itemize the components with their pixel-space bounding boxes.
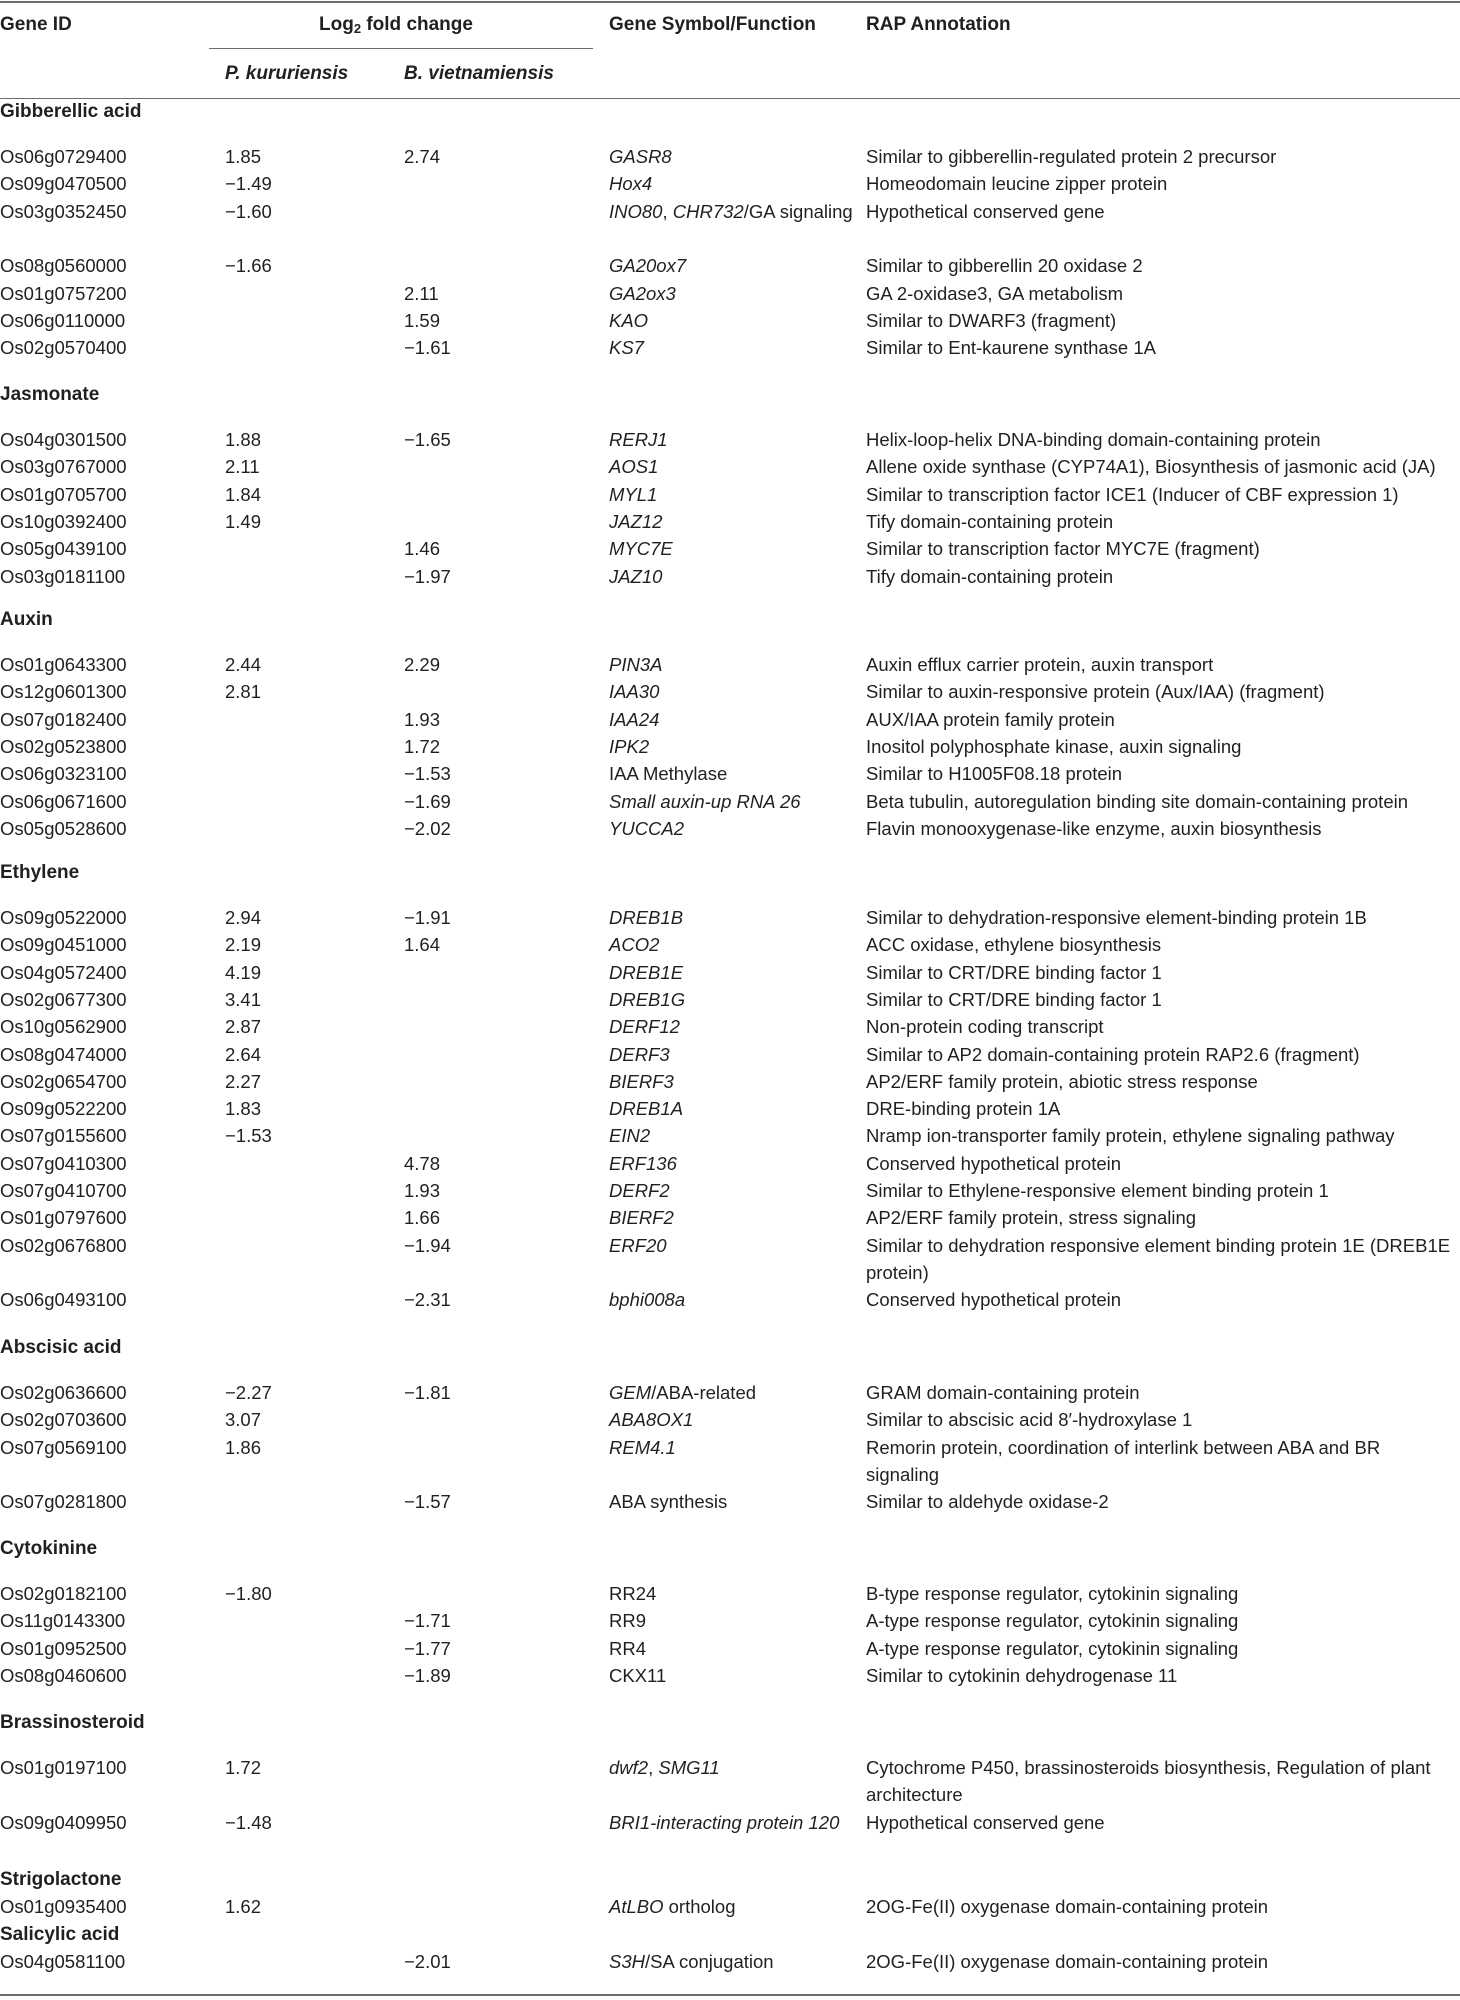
rap-annotation-cell: Helix-loop-helix DNA-binding domain-containing protein xyxy=(866,429,1321,450)
gene-symbol-cell xyxy=(609,1488,853,1515)
p-kururiensis-value: 2.27 xyxy=(225,1070,262,1092)
p-kururiensis-value: −1.49 xyxy=(225,173,272,195)
gene-symbol-part: RERJ1 xyxy=(609,429,668,450)
b-vietnamiensis-value: −2.02 xyxy=(404,817,451,839)
gene-symbol-cell xyxy=(609,1095,853,1122)
gene-symbol-cell xyxy=(609,651,853,678)
gene-symbol-part: EIN2 xyxy=(609,1125,651,1147)
p-kururiensis-value: 1.88 xyxy=(225,429,262,450)
rap-annotation-cell: 2OG-Fe(II) oxygenase domain-containing protein xyxy=(866,1951,1269,1972)
gene-id-cell: Os07g0155600 xyxy=(0,1125,127,1147)
category-heading: Strigolactone xyxy=(0,1869,122,1890)
category-heading: Salicylic acid xyxy=(0,1924,120,1945)
header-p-kururiensis: P. kururiensis xyxy=(225,63,349,84)
gene-symbol-part: ACO2 xyxy=(609,934,660,956)
rap-annotation-cell: Similar to auxin-responsive protein (Aux/IAA) (fragment) xyxy=(866,681,1325,703)
gene-symbol-cell xyxy=(609,815,853,842)
p-kururiensis-value: −1.80 xyxy=(225,1583,272,1604)
gene-id-cell: Os02g0703600 xyxy=(0,1409,127,1431)
p-kururiensis-value: 3.41 xyxy=(225,988,262,1010)
gene-symbol-part: IAA24 xyxy=(609,708,660,730)
category-heading: Ethylene xyxy=(0,862,80,883)
p-kururiensis-value: 2.19 xyxy=(225,934,262,956)
gene-symbol-part: DERF3 xyxy=(609,1043,670,1065)
gene-id-cell: Os07g0281800 xyxy=(0,1491,127,1513)
gene-symbol-cell xyxy=(609,1406,853,1433)
b-vietnamiensis-value: 2.74 xyxy=(404,146,441,167)
b-vietnamiensis-value: −1.81 xyxy=(404,1382,451,1403)
gene-symbol-part: /SA conjugation xyxy=(645,1951,774,1972)
gene-symbol-cell xyxy=(609,931,853,958)
gene-symbol-cell xyxy=(609,170,853,197)
rap-annotation-cell: Tify domain-containing protein xyxy=(866,510,1114,532)
gene-symbol-part: DREB1G xyxy=(609,988,686,1010)
gene-symbol-part: GEM xyxy=(609,1382,652,1403)
rap-annotation-cell: AP2/ERF family protein, abiotic stress response xyxy=(866,1070,1258,1092)
gene-symbol-cell xyxy=(609,986,853,1013)
gene-symbol-part: DREB1A xyxy=(609,1098,684,1120)
rap-annotation-cell: Tify domain-containing protein xyxy=(866,565,1114,587)
p-kururiensis-value: 2.87 xyxy=(225,1016,262,1038)
gene-id-cell: Os07g0410300 xyxy=(0,1152,127,1174)
b-vietnamiensis-value: −1.57 xyxy=(404,1491,451,1513)
gene-id-cell: Os09g0522000 xyxy=(0,907,127,928)
p-kururiensis-value: 1.85 xyxy=(225,146,262,167)
gene-id-cell: Os09g0451000 xyxy=(0,934,127,956)
gene-symbol-part: YUCCA2 xyxy=(609,817,685,839)
gene-symbol-part: IPK2 xyxy=(609,735,650,757)
gene-symbol-part: KAO xyxy=(609,309,649,331)
b-vietnamiensis-value: −1.89 xyxy=(404,1664,451,1686)
gene-id-cell: Os01g0757200 xyxy=(0,282,127,304)
gene-id-cell: Os02g0523800 xyxy=(0,735,127,757)
p-kururiensis-value: 2.94 xyxy=(225,907,262,928)
gene-symbol-cell xyxy=(609,733,853,760)
gene-symbol-cell xyxy=(609,1893,853,1920)
gene-id-cell: Os06g0110000 xyxy=(0,309,126,331)
gene-symbol-part: bphi008a xyxy=(609,1289,686,1311)
b-vietnamiensis-value: 4.78 xyxy=(404,1152,441,1174)
rap-annotation-cell: Remorin protein, coordination of interlink between ABA and BR signaling xyxy=(866,1436,1381,1485)
rap-annotation-cell: Similar to cytokinin dehydrogenase 11 xyxy=(866,1664,1178,1686)
gene-id-cell: Os08g0460600 xyxy=(0,1664,127,1686)
p-kururiensis-value: 2.81 xyxy=(225,681,262,703)
gene-symbol-part: JAZ12 xyxy=(609,510,663,532)
gene-id-cell: Os04g0581100 xyxy=(0,1951,126,1972)
b-vietnamiensis-value: −2.31 xyxy=(404,1289,451,1311)
gene-symbol-cell xyxy=(609,1635,853,1662)
gene-id-cell: Os04g0572400 xyxy=(0,961,127,983)
rap-annotation-cell: ACC oxidase, ethylene biosynthesis xyxy=(866,934,1162,956)
rap-annotation-cell: Hypothetical conserved gene xyxy=(866,200,1105,222)
gene-symbol-part: DERF12 xyxy=(609,1016,680,1038)
rap-annotation-cell: DRE-binding protein 1A xyxy=(866,1098,1061,1120)
p-kururiensis-value: −1.60 xyxy=(225,200,272,222)
b-vietnamiensis-value: −2.01 xyxy=(404,1951,451,1972)
category-heading: Brassinosteroid xyxy=(0,1712,145,1733)
gene-symbol-cell xyxy=(609,959,853,986)
gene-symbol-cell xyxy=(609,481,853,508)
header-mid-rule xyxy=(209,48,593,49)
rap-annotation-cell: Similar to transcription factor ICE1 (Inducer of CBF expression 1) xyxy=(866,483,1399,505)
gene-symbol-cell xyxy=(609,760,853,787)
header-bottom-rule xyxy=(0,98,1460,99)
gene-symbol-cell xyxy=(609,1434,853,1461)
gene-id-cell: Os01g0797600 xyxy=(0,1207,127,1229)
p-kururiensis-value: 4.19 xyxy=(225,961,262,983)
b-vietnamiensis-value: −1.77 xyxy=(404,1637,451,1659)
category-heading: Abscisic acid xyxy=(0,1337,122,1358)
b-vietnamiensis-value: 2.29 xyxy=(404,654,441,675)
p-kururiensis-value: −1.53 xyxy=(225,1125,272,1147)
gene-id-cell: Os04g0301500 xyxy=(0,429,127,450)
b-vietnamiensis-value: −1.65 xyxy=(404,429,451,450)
gene-id-cell: Os09g0522200 xyxy=(0,1098,127,1120)
gene-symbol-part: RR4 xyxy=(609,1637,647,1659)
rap-annotation-cell: Beta tubulin, autoregulation binding site domain-containing protein xyxy=(866,790,1409,812)
gene-symbol-part: RR24 xyxy=(609,1583,657,1604)
gene-id-cell: Os05g0528600 xyxy=(0,817,127,839)
p-kururiensis-value: 1.62 xyxy=(225,1896,262,1917)
gene-symbol-part: RR9 xyxy=(609,1610,647,1632)
b-vietnamiensis-value: −1.97 xyxy=(404,565,451,587)
rap-annotation-cell: Similar to DWARF3 (fragment) xyxy=(866,309,1117,331)
gene-id-cell: Os07g0182400 xyxy=(0,708,127,730)
rap-annotation-cell: Nramp ion-transporter family protein, ethylene signaling pathway xyxy=(866,1125,1395,1147)
gene-id-cell: Os05g0439100 xyxy=(0,538,127,560)
gene-symbol-part: BIERF2 xyxy=(609,1207,674,1229)
gene-symbol-part: /ABA-related xyxy=(651,1382,757,1403)
gene-symbol-cell xyxy=(609,1013,853,1040)
p-kururiensis-value: 2.64 xyxy=(225,1043,262,1065)
gene-symbol-part: MYL1 xyxy=(609,483,658,505)
gene-symbol-part: ERF136 xyxy=(609,1152,677,1174)
gene-id-cell: Os02g0182100 xyxy=(0,1583,127,1604)
gene-symbol-part: ABA synthesis xyxy=(609,1491,728,1513)
gene-symbol-cell xyxy=(609,788,853,815)
gene-symbol-cell xyxy=(609,1379,853,1406)
gene-symbol-part: DREB1E xyxy=(609,961,684,983)
gene-symbol-part: AOS1 xyxy=(609,456,659,478)
gene-symbol-cell xyxy=(609,1150,853,1177)
gene-symbol-part: IAA Methylase xyxy=(609,763,728,785)
b-vietnamiensis-value: 1.46 xyxy=(404,538,441,560)
rap-annotation-cell: AUX/IAA protein family protein xyxy=(866,708,1115,730)
rap-annotation-cell: Similar to CRT/DRE binding factor 1 xyxy=(866,988,1162,1010)
b-vietnamiensis-value: −1.94 xyxy=(404,1234,451,1256)
b-vietnamiensis-value: −1.91 xyxy=(404,907,451,928)
gene-id-cell: Os12g0601300 xyxy=(0,681,127,703)
rap-annotation-cell: GA 2-oxidase3, GA metabolism xyxy=(866,282,1124,304)
rap-annotation-cell: Auxin efflux carrier protein, auxin transport xyxy=(866,654,1214,675)
gene-id-cell: Os10g0562900 xyxy=(0,1016,127,1038)
gene-symbol-cell xyxy=(609,334,853,361)
gene-symbol-cell xyxy=(609,1068,853,1095)
rap-annotation-cell: Conserved hypothetical protein xyxy=(866,1152,1122,1174)
rap-annotation-cell: Similar to aldehyde oxidase-2 xyxy=(866,1491,1109,1513)
gene-symbol-part: SMG11 xyxy=(658,1757,720,1778)
gene-id-cell: Os03g0181100 xyxy=(0,565,126,587)
gene-id-cell: Os01g0952500 xyxy=(0,1637,127,1659)
gene-symbol-cell xyxy=(609,307,853,334)
gene-symbol-cell xyxy=(609,426,853,453)
rap-annotation-cell: Inositol polyphosphate kinase, auxin signaling xyxy=(866,735,1242,757)
gene-id-cell: Os08g0560000 xyxy=(0,255,127,277)
header-gene-symbol: Gene Symbol/Function xyxy=(609,14,816,35)
rap-annotation-cell: Similar to Ent-kaurene synthase 1A xyxy=(866,337,1156,359)
rap-annotation-cell: 2OG-Fe(II) oxygenase domain-containing protein xyxy=(866,1896,1269,1917)
rap-annotation-cell: Similar to AP2 domain-containing protein RAP2.6 (fragment) xyxy=(866,1043,1360,1065)
gene-symbol-part: BRI1-interacting protein 120 xyxy=(609,1811,840,1833)
gene-symbol-cell xyxy=(609,508,853,535)
gene-id-cell: Os02g0654700 xyxy=(0,1070,127,1092)
gene-id-cell: Os10g0392400 xyxy=(0,510,127,532)
rap-annotation-cell: Similar to Ethylene-responsive element binding protein 1 xyxy=(866,1180,1329,1201)
rap-annotation-cell: Similar to transcription factor MYC7E (fragment) xyxy=(866,538,1260,560)
gene-symbol-part: Hox4 xyxy=(609,173,653,195)
b-vietnamiensis-value: 1.64 xyxy=(404,934,441,956)
rap-annotation-cell: AP2/ERF family protein, stress signaling xyxy=(866,1207,1197,1229)
rap-annotation-cell: Similar to CRT/DRE binding factor 1 xyxy=(866,961,1162,983)
gene-symbol-part: AtLBO xyxy=(609,1896,664,1917)
gene-id-cell: Os09g0470500 xyxy=(0,173,127,195)
gene-id-cell: Os06g0323100 xyxy=(0,763,127,785)
p-kururiensis-value: 3.07 xyxy=(225,1409,262,1431)
gene-symbol-cell xyxy=(609,563,853,590)
gene-symbol-part: DERF2 xyxy=(609,1180,670,1201)
b-vietnamiensis-value: 1.93 xyxy=(404,708,441,730)
gene-id-cell: Os02g0636600 xyxy=(0,1382,127,1403)
gene-symbol-cell xyxy=(609,1754,853,1781)
gene-symbol-cell xyxy=(609,1232,853,1259)
rap-annotation-cell: Homeodomain leucine zipper protein xyxy=(866,173,1168,195)
gene-id-cell: Os02g0676800 xyxy=(0,1234,127,1256)
gene-id-cell: Os01g0643300 xyxy=(0,654,127,675)
rap-annotation-cell: Similar to dehydration responsive element binding protein 1E (DREB1E protein) xyxy=(866,1234,1451,1283)
rap-annotation-cell: Similar to H1005F08.18 protein xyxy=(866,763,1123,785)
rap-annotation-cell: A-type response regulator, cytokinin signaling xyxy=(866,1637,1239,1659)
gene-symbol-part: ERF20 xyxy=(609,1234,667,1256)
b-vietnamiensis-value: 1.72 xyxy=(404,735,441,757)
rap-annotation-cell: A-type response regulator, cytokinin signaling xyxy=(866,1610,1239,1632)
p-kururiensis-value: 1.72 xyxy=(225,1757,262,1778)
category-heading: Auxin xyxy=(0,609,53,630)
gene-id-cell: Os06g0493100 xyxy=(0,1289,127,1311)
gene-id-cell: Os01g0705700 xyxy=(0,483,127,505)
gene-id-cell: Os06g0671600 xyxy=(0,790,127,812)
gene-id-cell: Os03g0767000 xyxy=(0,456,127,478)
gene-symbol-cell xyxy=(609,1286,853,1313)
p-kururiensis-value: 1.83 xyxy=(225,1098,262,1120)
b-vietnamiensis-value: 1.59 xyxy=(404,309,441,331)
rap-annotation-cell: GRAM domain-containing protein xyxy=(866,1382,1140,1403)
gene-symbol-cell xyxy=(609,252,853,279)
gene-symbol-cell xyxy=(609,1607,853,1634)
gene-symbol-part: JAZ10 xyxy=(609,565,663,587)
b-vietnamiensis-value: −1.71 xyxy=(404,1610,451,1632)
rap-annotation-cell: Cytochrome P450, brassinosteroids biosynthesis, Regulation of plant architecture xyxy=(866,1757,1431,1805)
gene-symbol-cell xyxy=(609,1809,853,1836)
gene-symbol-part: Small auxin-up RNA 26 xyxy=(609,790,801,812)
gene-id-cell: Os02g0570400 xyxy=(0,337,127,359)
rap-annotation-cell: Similar to gibberellin-regulated protein 2 precursor xyxy=(866,146,1277,167)
b-vietnamiensis-value: −1.69 xyxy=(404,790,451,812)
gene-symbol-cell xyxy=(609,198,853,225)
rap-annotation-cell: Similar to dehydration-responsive element-binding protein 1B xyxy=(866,907,1367,928)
gene-symbol-cell xyxy=(609,535,853,562)
p-kururiensis-value: −1.66 xyxy=(225,255,272,277)
gene-symbol-part: PIN3A xyxy=(609,654,663,675)
gene-symbol-cell xyxy=(609,678,853,705)
gene-symbol-part: ortholog xyxy=(663,1896,736,1917)
p-kururiensis-value: −1.48 xyxy=(225,1811,272,1833)
gene-symbol-part: CKX11 xyxy=(609,1664,667,1686)
gene-symbol-part: BIERF3 xyxy=(609,1070,674,1092)
b-vietnamiensis-value: 1.66 xyxy=(404,1207,441,1229)
header-b-vietnamiensis: B. vietnamiensis xyxy=(404,63,554,84)
category-heading: Jasmonate xyxy=(0,384,100,405)
top-rule xyxy=(0,1,1460,3)
header-log2-fold-change: Log$_2$ fold change xyxy=(319,14,473,36)
gene-symbol-part: MYC7E xyxy=(609,538,673,560)
gene-symbol-part: KS7 xyxy=(609,337,644,359)
rap-annotation-cell: Allene oxide synthase (CYP74A1), Biosynthesis of jasmonic acid (JA) xyxy=(866,456,1436,478)
gene-symbol-cell xyxy=(609,280,853,307)
gene-id-cell: Os07g0410700 xyxy=(0,1180,127,1201)
gene-id-cell: Os11g0143300 xyxy=(0,1610,126,1632)
gene-symbol-part: , xyxy=(648,1757,659,1778)
rap-annotation-cell: Hypothetical conserved gene xyxy=(866,1811,1105,1833)
header-gene-id: Gene ID xyxy=(0,14,72,35)
b-vietnamiensis-value: 2.11 xyxy=(404,282,439,304)
gene-symbol-part: ABA8OX1 xyxy=(609,1409,694,1431)
gene-id-cell: Os07g0569100 xyxy=(0,1436,127,1458)
rap-annotation-cell: Similar to abscisic acid 8′-hydroxylase 1 xyxy=(866,1409,1193,1431)
p-kururiensis-value: 1.49 xyxy=(225,510,262,532)
gene-symbol-part: CHR732 xyxy=(672,200,744,222)
gene-symbol-part: S3H xyxy=(609,1951,645,1972)
gene-symbol-cell xyxy=(609,1041,853,1068)
gene-id-cell: Os03g0352450 xyxy=(0,200,127,222)
rap-annotation-cell: Non-protein coding transcript xyxy=(866,1016,1104,1038)
b-vietnamiensis-value: −1.61 xyxy=(404,337,451,359)
gene-symbol-part: REM4.1 xyxy=(609,1436,676,1458)
p-kururiensis-value: −2.27 xyxy=(225,1382,272,1403)
gene-symbol-cell xyxy=(609,453,853,480)
rap-annotation-cell: B-type response regulator, cytokinin signaling xyxy=(866,1583,1239,1604)
gene-id-cell: Os01g0197100 xyxy=(0,1757,127,1778)
rap-annotation-cell: Conserved hypothetical protein xyxy=(866,1289,1122,1311)
p-kururiensis-value: 2.11 xyxy=(225,456,260,478)
gene-symbol-cell xyxy=(609,1580,853,1607)
gene-symbol-cell xyxy=(609,904,853,931)
gene-symbol-part: GA20ox7 xyxy=(609,255,687,277)
p-kururiensis-value: 2.44 xyxy=(225,654,262,675)
bottom-rule xyxy=(0,1994,1460,1996)
gene-id-cell: Os02g0677300 xyxy=(0,988,127,1010)
gene-symbol-part: , xyxy=(662,200,673,222)
gene-symbol-part: GASR8 xyxy=(609,146,672,167)
gene-symbol-part: dwf2 xyxy=(609,1757,649,1778)
header-rap-annotation: RAP Annotation xyxy=(866,14,1011,35)
p-kururiensis-value: 1.86 xyxy=(225,1436,262,1458)
category-heading: Gibberellic acid xyxy=(0,101,142,122)
p-kururiensis-value: 1.84 xyxy=(225,483,262,505)
gene-symbol-part: IAA30 xyxy=(609,681,660,703)
gene-symbol-cell xyxy=(609,1122,853,1149)
gene-id-cell: Os09g0409950 xyxy=(0,1811,127,1833)
gene-symbol-part: /GA signaling xyxy=(743,200,853,222)
b-vietnamiensis-value: 1.93 xyxy=(404,1180,441,1201)
gene-id-cell: Os08g0474000 xyxy=(0,1043,127,1065)
gene-symbol-part: GA2ox3 xyxy=(609,282,676,304)
gene-symbol-part: DREB1B xyxy=(609,907,684,928)
gene-symbol-cell xyxy=(609,706,853,733)
gene-symbol-cell xyxy=(609,143,853,170)
gene-symbol-cell xyxy=(609,1177,853,1204)
gene-symbol-cell xyxy=(609,1948,853,1975)
gene-id-cell: Os01g0935400 xyxy=(0,1896,127,1917)
rap-annotation-cell: Flavin monooxygenase-like enzyme, auxin biosynthesis xyxy=(866,817,1322,839)
rap-annotation-cell: Similar to gibberellin 20 oxidase 2 xyxy=(866,255,1143,277)
b-vietnamiensis-value: −1.53 xyxy=(404,763,451,785)
category-heading: Cytokinine xyxy=(0,1538,98,1559)
gene-symbol-part: INO80 xyxy=(609,200,663,222)
gene-symbol-cell xyxy=(609,1662,853,1689)
gene-id-cell: Os06g0729400 xyxy=(0,146,127,167)
gene-symbol-cell xyxy=(609,1204,853,1231)
